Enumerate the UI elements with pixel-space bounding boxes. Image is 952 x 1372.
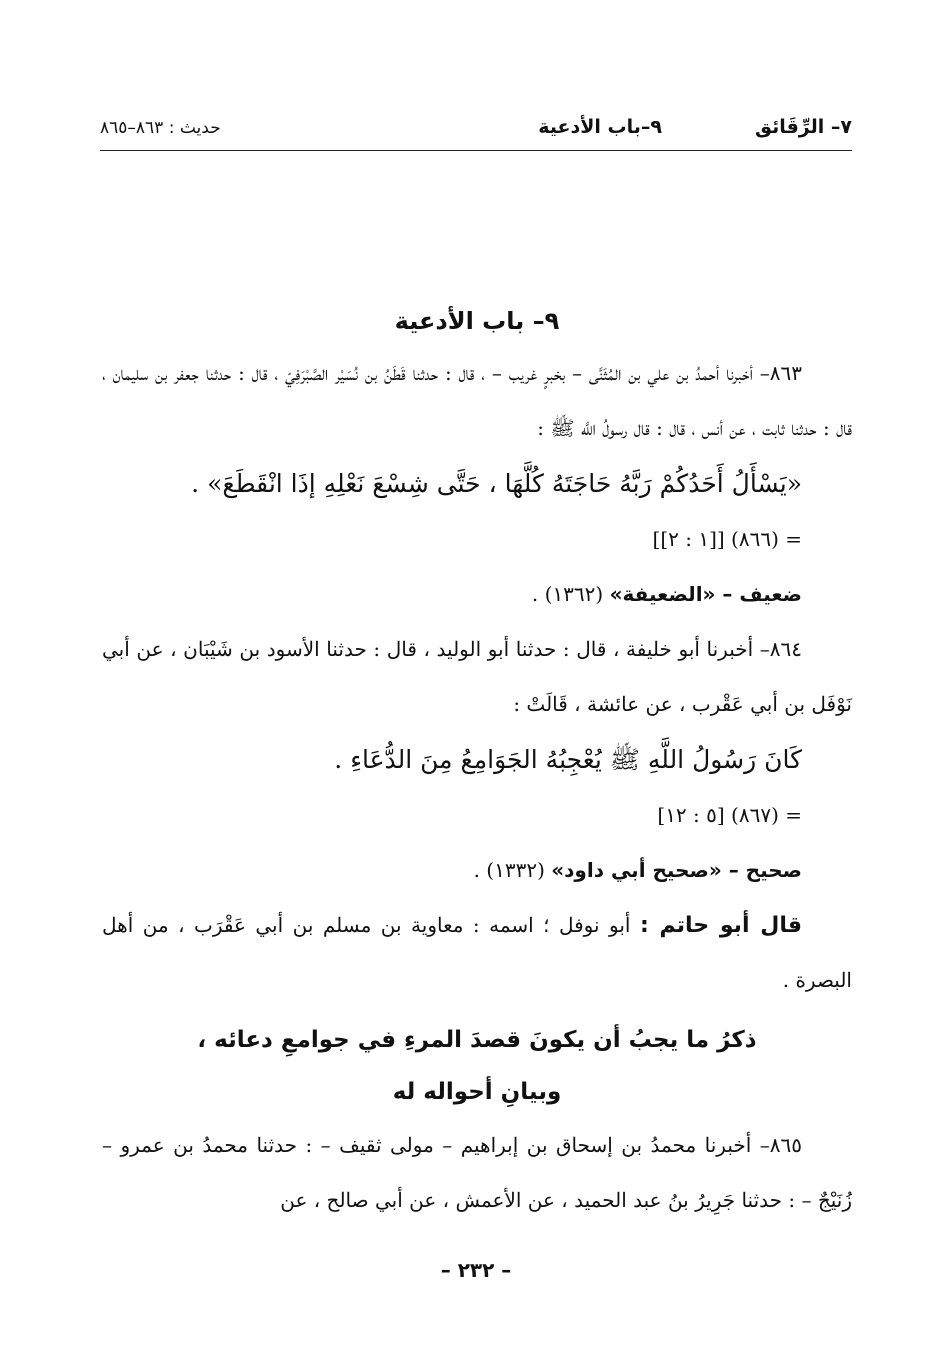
hadith-864-reference: = (٨٦٧) [٥ : ١٢]	[657, 803, 802, 827]
hadith-865-chain: ٨٦٥– أخبرنا محمدُ بن إسحاق بن إبراهيم – مولى ثقيف – : حدثنا محمدُ بن عمرو – زُنَيْجٌ – : حدثنا جَرِيرُ بنُ عبد الحميد ، عن الأعمش ، عن أبي صالح ، عن	[102, 1133, 852, 1212]
hadith-863-grade-label: ضعيف – «الضعيفة»	[609, 582, 802, 606]
section-heading	[102, 1014, 852, 1118]
header-chapter-title: ٩–باب الأدعية	[538, 116, 662, 138]
section-heading-line-1: ذكرُ ما يجبُ أن يكونَ قصدَ المرءِ في جوامعِ دعائه ،	[197, 1027, 757, 1053]
hadith-863-text: «يَسْأَلُ أَحَدُكُمْ رَبَّهُ حَاجَتَهُ كُلَّهَا ، حَتَّى شِسْعَ نَعْلِهِ إذَا انْقَطَعَ» .	[191, 469, 802, 498]
abu-hatim-text: أبو نوفل ؛ اسمه : معاوية بن مسلم بن أبي عَقْرَب ، من أهل البصرة .	[102, 913, 852, 992]
hadith-864-grade-label: صحيح – «صحيح أبي داود»	[551, 858, 802, 882]
section-heading-line-2: وبيانِ أحواله له	[392, 1079, 562, 1105]
abu-hatim-label: قال أبو حاتم :	[639, 913, 802, 938]
chapter-title: ٩– باب الأدعية	[394, 307, 560, 335]
page-number: – ٢٣٢ –	[440, 1258, 512, 1282]
header-hadith-range: حديث : ٨٦٣–٨٦٥	[100, 118, 221, 138]
hadith-864-grade	[102, 843, 852, 898]
header-book-title: ٧– الرِّقَائق	[754, 116, 852, 138]
hadith-863-grade-ref: (١٣٦٢) .	[531, 582, 604, 606]
hadith-864-grade-ref: (١٣٣٢) .	[473, 858, 545, 882]
hadith-864-chain: ٨٦٤– أخبرنا أبو خليفة ، قال : حدثنا أبو الوليد ، قال : حدثنا الأسود بن شَيْبَان ، عن أبي نَوْفَل بن أبي عَقْرب ، عن عائشة ، قَالَتْ :	[102, 637, 852, 716]
hadith-863-chain: ٨٦٣– أخبرنا أحمدُ بن علي بن المُثَنَّى – بخبرٍ غريب – ، قال : حدثنا قَطَنُ بن نُسَيْر الصَّبْرَفِيّ ، قال : حدثنا جعفر بن سليمان ، قال : حدثنا ثابت ، عن أنس ، قال : قال رسولُ اللَّه ﷺ :	[102, 361, 852, 440]
page-body	[102, 296, 852, 1228]
hadith-864-text: كَانَ رَسُولُ اللَّهِ ﷺ يُعْجِبُهُ الجَوَامِعُ مِنَ الدُّعَاءِ .	[334, 745, 802, 774]
hadith-863-reference: = (٨٦٦) [[١ : ٢]]	[652, 527, 802, 551]
running-header	[100, 112, 852, 151]
hadith-863-grade	[102, 567, 852, 622]
abu-hatim-note	[102, 898, 852, 1008]
